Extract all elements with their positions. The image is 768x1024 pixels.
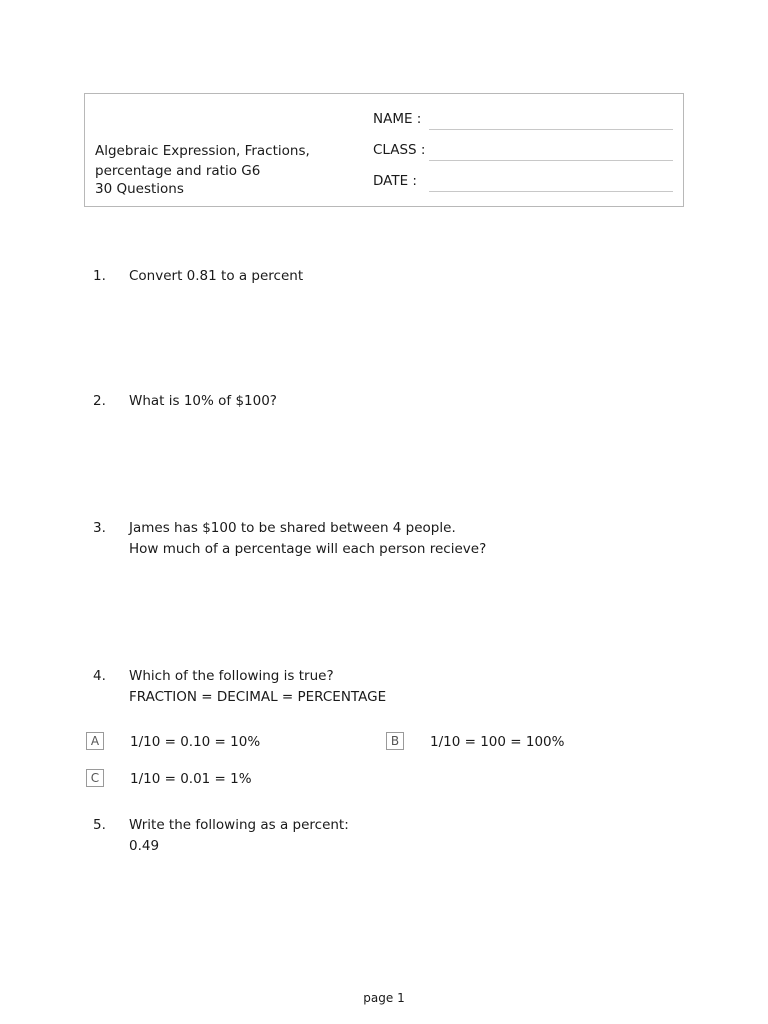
option-text: 1/10 = 0.10 = 10% xyxy=(130,734,261,750)
question-text-line: FRACTION = DECIMAL = PERCENTAGE xyxy=(129,689,387,705)
class-line xyxy=(429,160,673,161)
question-text-line: What is 10% of $100? xyxy=(129,393,277,409)
question-text xyxy=(129,815,669,857)
question-number: 1. xyxy=(93,268,106,284)
worksheet-title xyxy=(95,141,335,198)
question-text-line: 0.49 xyxy=(129,838,160,854)
date-line xyxy=(429,191,673,192)
question-text xyxy=(129,266,669,287)
class-label: CLASS : xyxy=(373,142,426,158)
question-text-line: Convert 0.81 to a percent xyxy=(129,268,304,284)
question-number: 5. xyxy=(93,817,106,833)
name-label: NAME : xyxy=(373,111,422,127)
question-number: 2. xyxy=(93,393,106,409)
question-number: 3. xyxy=(93,520,106,536)
option-letter-box[interactable]: C xyxy=(86,769,104,787)
name-line xyxy=(429,129,673,130)
date-field xyxy=(373,170,673,192)
question-text xyxy=(129,518,669,560)
option-text: 1/10 = 100 = 100% xyxy=(430,734,565,750)
option-letter-box[interactable]: A xyxy=(86,732,104,750)
option-letter-box[interactable]: B xyxy=(386,732,404,750)
worksheet-title-line-1: Algebraic Expression, Fractions, xyxy=(95,143,310,159)
option-text: 1/10 = 0.01 = 1% xyxy=(130,771,252,787)
question-text-line: James has $100 to be shared between 4 people. xyxy=(129,520,456,536)
page-number: page 1 xyxy=(363,991,405,1005)
question-text-line: Write the following as a percent: xyxy=(129,817,349,833)
question-number: 4. xyxy=(93,668,106,684)
worksheet-title-line-2: percentage and ratio G6 xyxy=(95,163,261,179)
question-text-line: How much of a percentage will each person recieve? xyxy=(129,541,487,557)
worksheet-header xyxy=(84,93,684,207)
question-text xyxy=(129,391,669,412)
date-label: DATE : xyxy=(373,173,417,189)
question-text xyxy=(129,666,669,708)
question-text-line: Which of the following is true? xyxy=(129,668,334,684)
name-field xyxy=(373,108,673,130)
class-field xyxy=(373,139,673,161)
question-count: 30 Questions xyxy=(95,181,184,197)
